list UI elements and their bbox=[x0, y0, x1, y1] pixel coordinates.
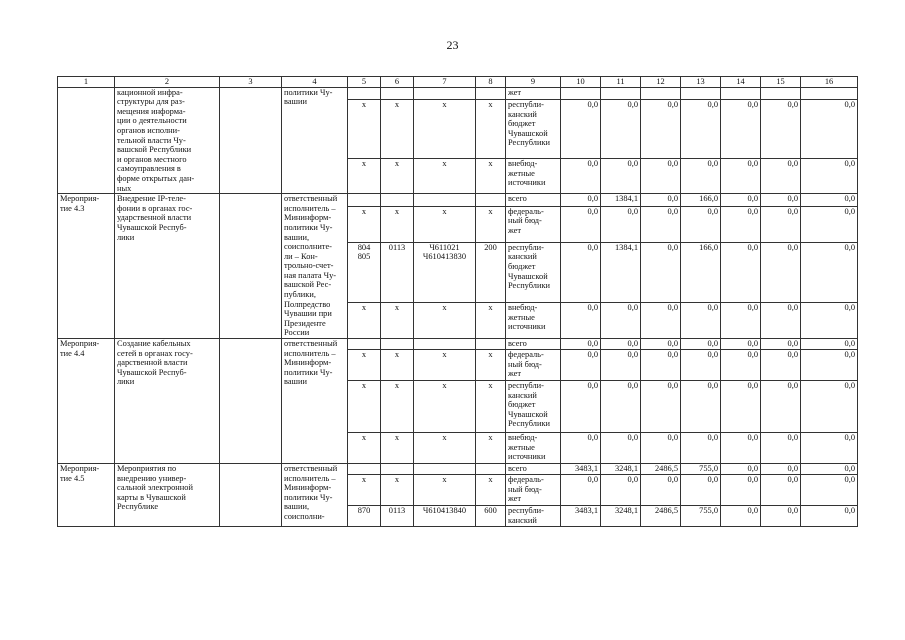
code-cell: х bbox=[476, 475, 506, 506]
value-cell: 0,0 bbox=[681, 381, 721, 433]
value-cell bbox=[641, 87, 681, 99]
table-row bbox=[58, 339, 858, 350]
code-cell: х bbox=[414, 350, 476, 381]
source-cell: республи- канский bbox=[506, 506, 561, 527]
value-cell: 0,0 bbox=[801, 350, 858, 381]
value-cell: 0,0 bbox=[561, 475, 601, 506]
code-cell bbox=[381, 464, 414, 475]
empty-cell bbox=[220, 194, 282, 339]
value-cell: 0,0 bbox=[721, 303, 761, 339]
code-cell: х bbox=[414, 475, 476, 506]
value-cell: 0,0 bbox=[561, 381, 601, 433]
source-cell: всего bbox=[506, 464, 561, 475]
executor: ответственный исполнитель – Мининформ- политики Чу- вашии bbox=[282, 339, 348, 464]
column-header: 6 bbox=[381, 77, 414, 88]
value-cell: 0,0 bbox=[761, 242, 801, 302]
value-cell: 0,0 bbox=[761, 464, 801, 475]
value-cell: 0,0 bbox=[601, 339, 641, 350]
value-cell: 0,0 bbox=[681, 303, 721, 339]
code-cell bbox=[348, 87, 381, 99]
column-header: 14 bbox=[721, 77, 761, 88]
value-cell: 0,0 bbox=[761, 433, 801, 464]
value-cell: 0,0 bbox=[721, 242, 761, 302]
value-cell: 0,0 bbox=[681, 339, 721, 350]
column-header: 16 bbox=[801, 77, 858, 88]
value-cell: 0,0 bbox=[601, 100, 641, 159]
code-cell: х bbox=[414, 158, 476, 193]
value-cell: 0,0 bbox=[641, 206, 681, 242]
value-cell: 0,0 bbox=[561, 303, 601, 339]
measure-label bbox=[58, 87, 115, 194]
column-header: 8 bbox=[476, 77, 506, 88]
value-cell: 0,0 bbox=[721, 475, 761, 506]
code-cell: х bbox=[381, 206, 414, 242]
column-header: 10 bbox=[561, 77, 601, 88]
code-cell bbox=[381, 339, 414, 350]
value-cell: 0,0 bbox=[761, 194, 801, 207]
value-cell: 0,0 bbox=[681, 475, 721, 506]
value-cell: 0,0 bbox=[641, 381, 681, 433]
code-cell: Ч611021 Ч610413830 bbox=[414, 242, 476, 302]
source-cell: федераль- ный бюд- жет bbox=[506, 350, 561, 381]
value-cell: 0,0 bbox=[561, 158, 601, 193]
code-cell: 600 bbox=[476, 506, 506, 527]
value-cell: 0,0 bbox=[801, 158, 858, 193]
value-cell: 0,0 bbox=[641, 158, 681, 193]
column-header: 12 bbox=[641, 77, 681, 88]
value-cell: 0,0 bbox=[681, 100, 721, 159]
value-cell: 0,0 bbox=[681, 350, 721, 381]
empty-cell bbox=[220, 339, 282, 464]
value-cell: 0,0 bbox=[641, 350, 681, 381]
source-cell: внебюд- жетные источники bbox=[506, 433, 561, 464]
measure-label: Мероприя- тие 4.5 bbox=[58, 464, 115, 527]
budget-table bbox=[57, 76, 858, 527]
code-cell: х bbox=[348, 303, 381, 339]
header-row bbox=[58, 77, 858, 88]
code-cell bbox=[381, 194, 414, 207]
value-cell: 0,0 bbox=[641, 475, 681, 506]
value-cell: 0,0 bbox=[641, 303, 681, 339]
value-cell: 0,0 bbox=[761, 381, 801, 433]
code-cell: х bbox=[348, 100, 381, 159]
executor: политики Чу- вашии bbox=[282, 87, 348, 194]
value-cell: 0,0 bbox=[801, 100, 858, 159]
value-cell: 0,0 bbox=[601, 206, 641, 242]
code-cell: х bbox=[381, 350, 414, 381]
code-cell: 0113 bbox=[381, 506, 414, 527]
value-cell: 0,0 bbox=[761, 158, 801, 193]
value-cell: 3248,1 bbox=[601, 464, 641, 475]
value-cell: 0,0 bbox=[721, 100, 761, 159]
code-cell: х bbox=[414, 100, 476, 159]
value-cell: 0,0 bbox=[801, 242, 858, 302]
value-cell: 0,0 bbox=[641, 339, 681, 350]
source-cell: внебюд- жетные источники bbox=[506, 158, 561, 193]
value-cell bbox=[681, 87, 721, 99]
value-cell: 0,0 bbox=[721, 433, 761, 464]
value-cell: 0,0 bbox=[641, 433, 681, 464]
executor: ответственный исполнитель – Мининформ- политики Чу- вашии, соисполните- ли – Кон- трольно-счет- ная палата Чу- вашской Рес- публики, Полпредство Чувашии при Президенте России bbox=[282, 194, 348, 339]
value-cell: 0,0 bbox=[801, 206, 858, 242]
value-cell: 0,0 bbox=[601, 381, 641, 433]
code-cell: х bbox=[381, 100, 414, 159]
value-cell: 0,0 bbox=[641, 194, 681, 207]
value-cell: 0,0 bbox=[801, 464, 858, 475]
code-cell: х bbox=[381, 381, 414, 433]
column-header: 11 bbox=[601, 77, 641, 88]
value-cell: 0,0 bbox=[761, 506, 801, 527]
value-cell: 3483,1 bbox=[561, 464, 601, 475]
code-cell bbox=[476, 87, 506, 99]
code-cell: х bbox=[348, 475, 381, 506]
code-cell: 870 bbox=[348, 506, 381, 527]
code-cell: х bbox=[381, 433, 414, 464]
value-cell: 0,0 bbox=[801, 506, 858, 527]
code-cell: х bbox=[476, 206, 506, 242]
value-cell: 755,0 bbox=[681, 464, 721, 475]
value-cell: 0,0 bbox=[761, 206, 801, 242]
source-cell: республи- канский бюджет Чувашской Республики bbox=[506, 242, 561, 302]
code-cell: 200 bbox=[476, 242, 506, 302]
column-header: 3 bbox=[220, 77, 282, 88]
value-cell: 0,0 bbox=[721, 381, 761, 433]
value-cell: 2486,5 bbox=[641, 506, 681, 527]
code-cell bbox=[476, 464, 506, 475]
value-cell: 0,0 bbox=[561, 194, 601, 207]
code-cell: х bbox=[414, 381, 476, 433]
value-cell bbox=[561, 87, 601, 99]
value-cell: 0,0 bbox=[721, 339, 761, 350]
measure-name: Внедрение IP-теле- фонии в органах гос- ударственной власти Чувашской Респуб- лики bbox=[115, 194, 220, 339]
page-number: 23 bbox=[446, 38, 459, 52]
value-cell: 0,0 bbox=[721, 158, 761, 193]
value-cell: 0,0 bbox=[801, 381, 858, 433]
code-cell bbox=[381, 87, 414, 99]
value-cell: 3483,1 bbox=[561, 506, 601, 527]
source-cell: федераль- ный бюд- жет bbox=[506, 475, 561, 506]
value-cell: 0,0 bbox=[561, 350, 601, 381]
column-header: 4 bbox=[282, 77, 348, 88]
value-cell bbox=[601, 87, 641, 99]
value-cell: 0,0 bbox=[681, 433, 721, 464]
value-cell: 3248,1 bbox=[601, 506, 641, 527]
value-cell: 0,0 bbox=[561, 433, 601, 464]
code-cell: х bbox=[476, 381, 506, 433]
value-cell: 166,0 bbox=[681, 242, 721, 302]
column-header: 1 bbox=[58, 77, 115, 88]
measure-name: Мероприятия по внедрению универ- сальной электронной карты в Чувашской Республике bbox=[115, 464, 220, 527]
table-body bbox=[58, 77, 858, 527]
value-cell: 0,0 bbox=[601, 158, 641, 193]
code-cell bbox=[414, 194, 476, 207]
code-cell bbox=[476, 339, 506, 350]
code-cell: х bbox=[348, 158, 381, 193]
source-cell: федераль- ный бюд- жет bbox=[506, 206, 561, 242]
code-cell: 804 805 bbox=[348, 242, 381, 302]
value-cell: 0,0 bbox=[561, 339, 601, 350]
code-cell: х bbox=[476, 350, 506, 381]
value-cell: 0,0 bbox=[801, 339, 858, 350]
column-header: 7 bbox=[414, 77, 476, 88]
value-cell: 0,0 bbox=[601, 475, 641, 506]
table-row bbox=[58, 464, 858, 475]
code-cell bbox=[414, 339, 476, 350]
value-cell: 1384,1 bbox=[601, 194, 641, 207]
measure-label: Мероприя- тие 4.3 bbox=[58, 194, 115, 339]
value-cell bbox=[721, 87, 761, 99]
value-cell: 0,0 bbox=[681, 158, 721, 193]
value-cell: 0,0 bbox=[801, 194, 858, 207]
value-cell: 0,0 bbox=[601, 350, 641, 381]
code-cell bbox=[414, 87, 476, 99]
measure-name: Создание кабельных сетей в органах госу- дарственной власти Чувашской Респуб- лики bbox=[115, 339, 220, 464]
empty-cell bbox=[220, 464, 282, 527]
source-cell: всего bbox=[506, 194, 561, 207]
table-row bbox=[58, 194, 858, 207]
value-cell: 0,0 bbox=[561, 100, 601, 159]
code-cell bbox=[348, 339, 381, 350]
code-cell: х bbox=[348, 381, 381, 433]
source-cell: всего bbox=[506, 339, 561, 350]
value-cell: 0,0 bbox=[721, 194, 761, 207]
column-header: 5 bbox=[348, 77, 381, 88]
column-header: 2 bbox=[115, 77, 220, 88]
value-cell: 0,0 bbox=[601, 303, 641, 339]
value-cell: 0,0 bbox=[761, 100, 801, 159]
code-cell: х bbox=[476, 158, 506, 193]
code-cell: х bbox=[348, 350, 381, 381]
value-cell: 0,0 bbox=[761, 350, 801, 381]
value-cell: 0,0 bbox=[601, 433, 641, 464]
value-cell: 0,0 bbox=[761, 475, 801, 506]
column-header: 15 bbox=[761, 77, 801, 88]
value-cell: 0,0 bbox=[801, 433, 858, 464]
value-cell: 0,0 bbox=[561, 242, 601, 302]
source-cell: республи- канский бюджет Чувашской Республики bbox=[506, 100, 561, 159]
code-cell bbox=[476, 194, 506, 207]
code-cell: 0113 bbox=[381, 242, 414, 302]
code-cell: х bbox=[414, 206, 476, 242]
value-cell: 755,0 bbox=[681, 506, 721, 527]
value-cell: 0,0 bbox=[721, 506, 761, 527]
value-cell: 0,0 bbox=[641, 242, 681, 302]
measure-label: Мероприя- тие 4.4 bbox=[58, 339, 115, 464]
value-cell: 0,0 bbox=[561, 206, 601, 242]
value-cell bbox=[801, 87, 858, 99]
empty-cell bbox=[220, 87, 282, 194]
table-row bbox=[58, 87, 858, 99]
code-cell: х bbox=[414, 433, 476, 464]
value-cell: 0,0 bbox=[761, 303, 801, 339]
executor: ответственный исполнитель – Мининформ- политики Чу- вашии, соисполни- bbox=[282, 464, 348, 527]
column-header: 9 bbox=[506, 77, 561, 88]
source-cell: внебюд- жетные источники bbox=[506, 303, 561, 339]
value-cell: 0,0 bbox=[721, 350, 761, 381]
value-cell: 0,0 bbox=[761, 339, 801, 350]
source-cell: жет bbox=[506, 87, 561, 99]
code-cell: х bbox=[476, 433, 506, 464]
value-cell: 0,0 bbox=[801, 475, 858, 506]
code-cell: х bbox=[476, 303, 506, 339]
code-cell: х bbox=[381, 475, 414, 506]
code-cell: х bbox=[414, 303, 476, 339]
code-cell bbox=[348, 464, 381, 475]
value-cell: 0,0 bbox=[721, 464, 761, 475]
measure-name: кационной инфра- структуры для раз- мещения информа- ции о деятельности органов исполни- тельной власти Чу- вашской Республики и органов местного самоуправления в форме открытых дан- ных bbox=[115, 87, 220, 194]
code-cell: х bbox=[476, 100, 506, 159]
code-cell: х bbox=[381, 158, 414, 193]
code-cell: х bbox=[348, 433, 381, 464]
value-cell: 166,0 bbox=[681, 194, 721, 207]
value-cell: 0,0 bbox=[681, 206, 721, 242]
value-cell: 0,0 bbox=[641, 100, 681, 159]
source-cell: республи- канский бюджет Чувашской Республики bbox=[506, 381, 561, 433]
value-cell: 1384,1 bbox=[601, 242, 641, 302]
value-cell: 0,0 bbox=[721, 206, 761, 242]
code-cell: х bbox=[381, 303, 414, 339]
value-cell bbox=[761, 87, 801, 99]
code-cell bbox=[414, 464, 476, 475]
code-cell: Ч610413840 bbox=[414, 506, 476, 527]
code-cell bbox=[348, 194, 381, 207]
code-cell: х bbox=[348, 206, 381, 242]
value-cell: 2486,5 bbox=[641, 464, 681, 475]
value-cell: 0,0 bbox=[801, 303, 858, 339]
column-header: 13 bbox=[681, 77, 721, 88]
